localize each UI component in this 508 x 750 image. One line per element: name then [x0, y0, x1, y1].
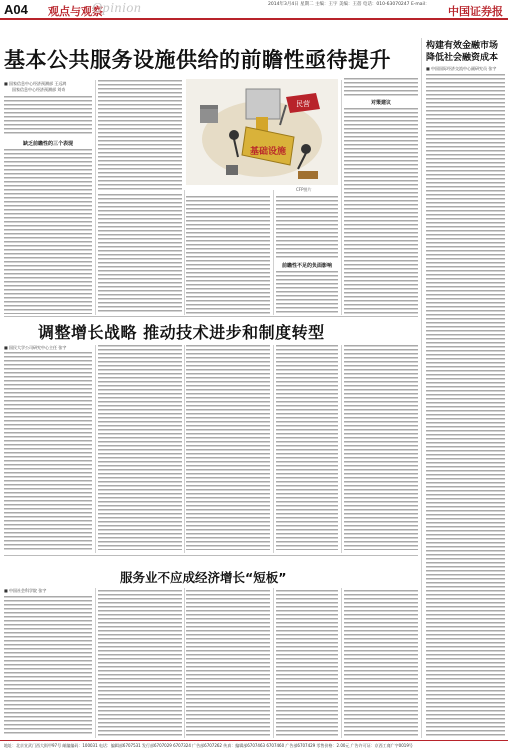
section-divider	[4, 316, 418, 317]
lead-headline: 基本公共服务设施供给的前瞻性亟待提升	[4, 48, 391, 72]
lead-text-column	[98, 194, 182, 314]
editor-info: 2014年3月4日 星期二 主编：王宇 美编：王蓓 电话：010-63070247 E-mail：	[268, 2, 430, 7]
lead-byline-2: 国家信息中心经济预测部 刘奇	[12, 87, 66, 92]
middle-text-column	[276, 345, 338, 550]
lead-text-column	[98, 80, 182, 190]
column-rule	[184, 190, 185, 315]
section-title-en: Opinion	[92, 1, 142, 16]
middle-text-column	[98, 345, 182, 550]
lower-text-column	[4, 596, 92, 736]
newspaper-logo: 中国证券报	[448, 5, 503, 18]
lead-text-column	[4, 96, 92, 136]
middle-text-column	[344, 345, 418, 550]
column-rule	[273, 588, 274, 738]
column-rule	[95, 80, 96, 315]
section-divider	[4, 555, 418, 556]
page-number: A04	[4, 2, 28, 17]
column-rule	[95, 588, 96, 738]
middle-byline: ■ 国民大学公司研究中心主任 张宇	[4, 345, 67, 350]
column-rule	[273, 345, 274, 553]
lower-text-column	[344, 590, 418, 736]
lead-text-column	[276, 196, 338, 258]
column-rule	[184, 345, 185, 553]
lower-headline: 服务业不应成经济增长“短板”	[120, 570, 287, 585]
column-rule	[95, 345, 96, 553]
lower-byline: ■ 中国社会科学院 张宇	[4, 588, 47, 593]
lead-subhead-3: 对策建议	[370, 100, 391, 106]
footer-info: 地址：北京宣武门西大街甲97号 邮编编码：100031 电话：编辑部6707531 发行部6707029 6707324 广告部6707262 传真：编辑部6707463 6707460 广告部6707429 零售价格：2.00元 广告许可证：京西工商广字0019号	[0, 740, 508, 750]
figure-caption: CFP图片	[296, 187, 312, 192]
column-rule	[341, 588, 342, 738]
lead-text-column	[186, 196, 270, 314]
section-title: 观点与观察	[48, 5, 103, 18]
sidebar-byline: ■ 中国国际经济交流中心副研究员 张宇	[426, 66, 497, 71]
lead-subhead-2: 前瞻性不足的负面影响	[281, 263, 332, 269]
column-rule	[273, 190, 274, 315]
sidebar-headline: 构建有效金融市场 降低社会融资成本	[426, 41, 499, 63]
lower-text-column	[186, 590, 270, 736]
column-rule	[341, 80, 342, 315]
lead-text-column	[276, 271, 338, 314]
column-rule	[341, 345, 342, 553]
illustration-banner-text: 基础设施	[249, 147, 287, 157]
column-rule	[184, 588, 185, 738]
lower-text-column	[276, 590, 338, 736]
column-rule	[421, 38, 422, 738]
sidebar-text-column	[426, 74, 505, 738]
middle-text-column	[4, 352, 92, 550]
lead-subhead-1: 缺乏前瞻性的三个表现	[22, 141, 73, 147]
lower-text-column	[98, 590, 182, 736]
middle-headline: 调整增长战略 推动技术进步和制度转型	[38, 323, 325, 342]
illustration	[186, 79, 338, 185]
lead-text-column	[344, 108, 418, 314]
middle-text-column	[186, 345, 270, 550]
lead-text-column	[344, 78, 418, 96]
illustration-sign-text: 民营	[296, 100, 310, 108]
masthead	[0, 0, 508, 20]
lead-text-column	[4, 149, 92, 314]
lead-byline: ■ 国家信息中心经济预测部 王远鸿	[4, 81, 67, 86]
